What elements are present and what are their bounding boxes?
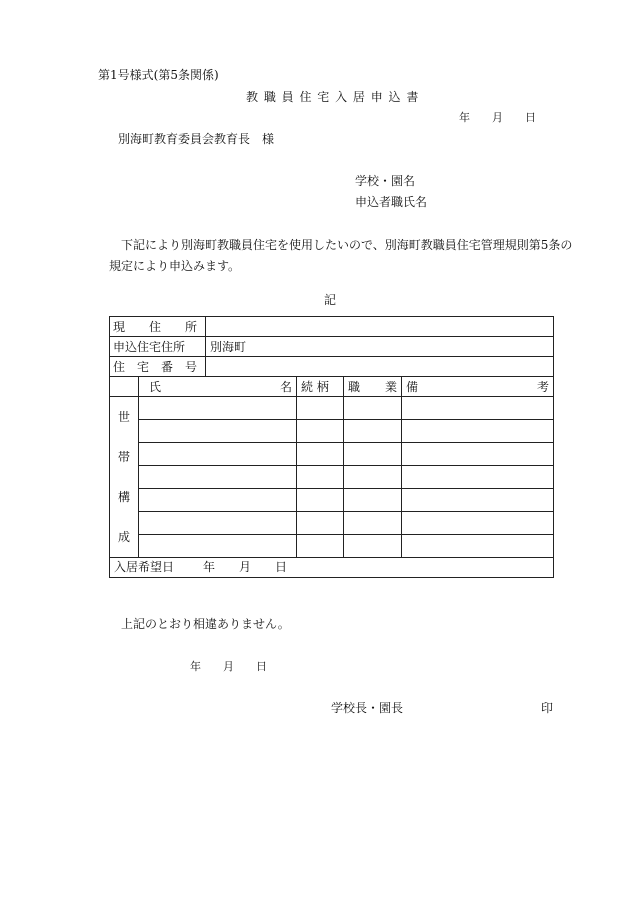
household-row: [110, 397, 554, 420]
occupation-column-header: 職 業: [344, 377, 402, 397]
form-number: 第1号様式(第5条関係): [98, 68, 219, 82]
household-row: [110, 466, 554, 489]
confirmation-date: 年 月 日: [190, 660, 267, 673]
member-occupation-cell[interactable]: [344, 420, 402, 443]
member-occupation-cell[interactable]: [344, 466, 402, 489]
member-remarks-cell[interactable]: [402, 466, 554, 489]
header-blank: [110, 377, 139, 397]
current-address-label: 現 住 所: [110, 317, 206, 337]
member-relation-cell[interactable]: [297, 466, 344, 489]
member-occupation-cell[interactable]: [344, 397, 402, 420]
house-number-field[interactable]: [206, 357, 554, 377]
member-occupation-cell[interactable]: [344, 443, 402, 466]
application-table: [109, 316, 554, 578]
household-row: [110, 512, 554, 535]
principal-label: 学校長・園長: [331, 701, 404, 715]
movein-cell[interactable]: [110, 558, 554, 578]
household-header-row: [110, 377, 554, 397]
member-name-cell[interactable]: [139, 420, 297, 443]
member-remarks-cell[interactable]: [402, 535, 554, 558]
member-name-cell[interactable]: [139, 512, 297, 535]
household-row: [110, 443, 554, 466]
member-name-cell[interactable]: [139, 397, 297, 420]
relation-column-header: 続 柄: [297, 377, 344, 397]
seal-mark: 印: [541, 701, 554, 715]
current-address-field[interactable]: [206, 317, 554, 337]
house-number-label: 住 宅 番 号: [110, 357, 206, 377]
household-composition-label: 世 帯 構 成: [110, 397, 139, 558]
member-remarks-cell[interactable]: [402, 420, 554, 443]
movein-row: [110, 558, 554, 578]
school-name-label: 学校・園名: [355, 174, 416, 188]
movein-label: 入居希望日: [114, 560, 175, 574]
request-address-label: 申込住宅住所: [110, 337, 206, 357]
ki-heading: 記: [324, 293, 337, 307]
remarks-column-header: 備 考: [402, 377, 554, 397]
member-occupation-cell[interactable]: [344, 535, 402, 558]
member-relation-cell[interactable]: [297, 420, 344, 443]
member-relation-cell[interactable]: [297, 535, 344, 558]
member-occupation-cell[interactable]: [344, 512, 402, 535]
body-text-line2: 規定により申込みます。: [109, 259, 241, 273]
member-relation-cell[interactable]: [297, 512, 344, 535]
request-address-field[interactable]: 別海町: [206, 337, 554, 357]
member-name-cell[interactable]: [139, 535, 297, 558]
addressee: 別海町教育委員会教育長 様: [118, 132, 275, 146]
member-occupation-cell[interactable]: [344, 489, 402, 512]
request-address-row: [110, 337, 554, 357]
applicant-label: 申込者職氏名: [355, 195, 428, 209]
movein-date: 年 月 日: [203, 560, 288, 574]
member-name-cell[interactable]: [139, 443, 297, 466]
member-relation-cell[interactable]: [297, 443, 344, 466]
member-relation-cell[interactable]: [297, 489, 344, 512]
member-name-cell[interactable]: [139, 489, 297, 512]
household-row: [110, 489, 554, 512]
body-text-line1: 下記により別海町教職員住宅を使用したいので、別海町教職員住宅管理規則第5条の: [121, 238, 573, 252]
name-column-header: 氏 名: [139, 377, 297, 397]
application-date: 年 月 日: [459, 111, 536, 124]
member-name-cell[interactable]: [139, 466, 297, 489]
member-remarks-cell[interactable]: [402, 397, 554, 420]
member-remarks-cell[interactable]: [402, 512, 554, 535]
member-relation-cell[interactable]: [297, 397, 344, 420]
household-row: [110, 420, 554, 443]
member-remarks-cell[interactable]: [402, 489, 554, 512]
house-number-row: [110, 357, 554, 377]
form-title: 教 職 員 住 宅 入 居 申 込 書: [246, 90, 420, 104]
household-row: [110, 535, 554, 558]
member-remarks-cell[interactable]: [402, 443, 554, 466]
confirmation-text: 上記のとおり相違ありません。: [121, 617, 290, 631]
current-address-row: [110, 317, 554, 337]
